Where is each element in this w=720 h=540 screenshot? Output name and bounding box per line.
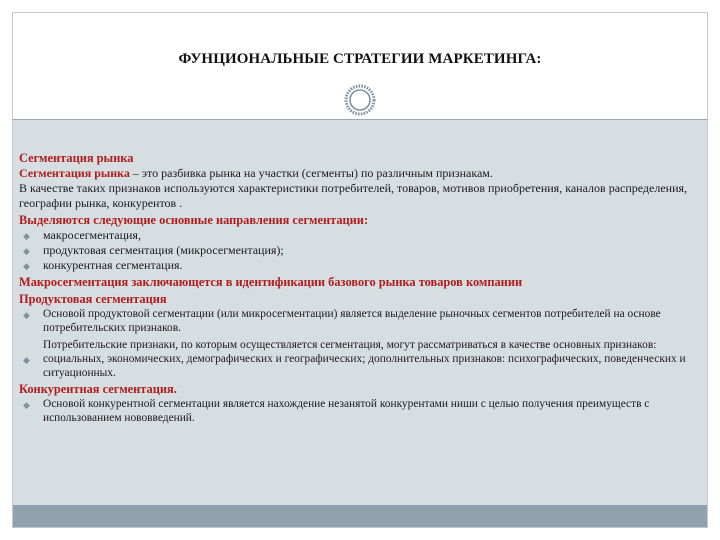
competitive-list bbox=[19, 397, 699, 425]
consumer-criteria-paragraph: Потребительские признаки, по которым осуществляется сегментация, могут рассматриваться в качестве основных признаков: bbox=[43, 339, 657, 351]
definition-text: – это разбивка рынка на участки (сегменты) по различным признакам. bbox=[129, 166, 493, 180]
heading-macrosegmentation: Макросегментация заключающется в идентификации базового рынка товаров компании bbox=[19, 275, 523, 289]
definition-paragraph bbox=[19, 166, 699, 181]
slide-body bbox=[13, 119, 707, 510]
diamond-bullet-icon: ◆ bbox=[23, 231, 30, 241]
diamond-bullet-icon: ◆ bbox=[23, 355, 30, 365]
heading-directions: Выделяются следующие основные направления сегментации: bbox=[19, 213, 369, 227]
list-item: ◆ продуктовая сегментация (микросегментация); bbox=[23, 243, 284, 257]
slide-footer-bar bbox=[13, 505, 707, 528]
directions-list bbox=[19, 228, 699, 273]
heading-competitive-segmentation: Конкурентная сегментация. bbox=[19, 382, 177, 396]
slide bbox=[12, 12, 708, 528]
slide-title: ФУНЦИОНАЛЬНЫЕ СТРАТЕГИИ МАРКЕТИНГА: bbox=[178, 51, 542, 67]
diamond-bullet-icon: ◆ bbox=[23, 400, 30, 410]
criteria-paragraph: В качестве таких признаков используются характеристики потребителей, товаров, мотивов приобретения, каналов распределения, географии рынка, конкурентов . bbox=[19, 181, 688, 210]
content-area bbox=[19, 150, 699, 425]
list-item: ◆ конкурентная сегментация. bbox=[23, 258, 183, 272]
heading-product-segmentation: Продуктовая сегментация bbox=[19, 292, 167, 306]
list-item: ◆ Основой продуктовой сегментации (или микросегментации) является выделение рыночных сегментов потребителей на основе потребительских признаков. bbox=[23, 308, 661, 334]
ring-ornament-icon bbox=[343, 83, 377, 117]
list-item: ◆ Основой конкурентной сегментации является нахождение незанятой конкурентами ниши с целью получения преимуществ с использованием нововведений. bbox=[23, 398, 650, 424]
heading-segmentation: Сегментация рынка bbox=[19, 151, 134, 165]
diamond-bullet-icon: ◆ bbox=[23, 261, 30, 271]
diamond-bullet-icon: ◆ bbox=[23, 310, 30, 320]
definition-term: Сегментация рынка bbox=[19, 166, 130, 180]
product-list bbox=[19, 307, 699, 335]
criteria-list bbox=[19, 352, 699, 380]
list-item: ◆ социальных, экономических, демографических и географических; дополнительных признаков: психографических, поведенческих и ситуационных. bbox=[23, 353, 686, 379]
diamond-bullet-icon: ◆ bbox=[23, 246, 30, 256]
list-item: ◆ макросегментация, bbox=[23, 228, 141, 242]
